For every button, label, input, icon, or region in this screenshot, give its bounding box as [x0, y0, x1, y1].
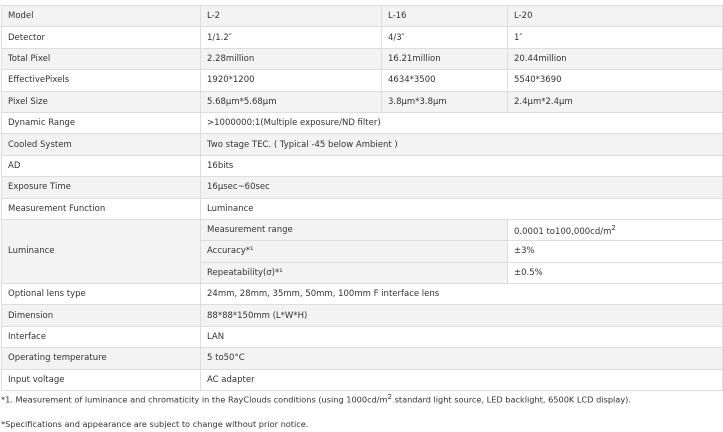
- row-value: AC adapter: [201, 369, 723, 390]
- cell-l16: 4/3″: [382, 27, 508, 48]
- row-label: Cooled System: [2, 134, 201, 155]
- table-row: [2, 91, 723, 112]
- luminance-item-value: 0.0001 $to100,000cd/m^2$: [508, 219, 723, 240]
- row-label: Exposure Time: [2, 177, 201, 198]
- cell-l2: 1920*1200: [201, 70, 382, 91]
- cell-l20: 5540*3690: [508, 70, 723, 91]
- header-cell: L-16: [382, 6, 508, 27]
- row-label: Detector: [2, 27, 201, 48]
- cell-l20: 2.4μm*2.4μm: [508, 91, 723, 112]
- cell-l20: 1″: [508, 27, 723, 48]
- row-label: Measurement Function: [2, 198, 201, 219]
- cell-l20: 20.44million: [508, 48, 723, 69]
- table-row: [2, 198, 723, 219]
- luminance-item-value: ±3%: [508, 241, 723, 262]
- table-row: [2, 134, 723, 155]
- luminance-item-name: Measurement range: [201, 219, 508, 240]
- footnote-2: *Specifications and appearance are subject to change without prior notice.: [1, 418, 309, 429]
- cell-l16: 4634*3500: [382, 70, 508, 91]
- luminance-item-name: Repeatability(σ)*¹: [201, 262, 508, 283]
- spec-table: [1, 5, 723, 391]
- row-label: AD: [2, 155, 201, 176]
- table-row: [2, 6, 723, 27]
- table-row: [2, 305, 723, 326]
- cell-l2: 1/1.2″: [201, 27, 382, 48]
- row-label: Operating temperature: [2, 348, 201, 369]
- row-value: LAN: [201, 326, 723, 347]
- footnotes: [1, 393, 723, 429]
- cell-l16: 3.8μm*3.8μm: [382, 91, 508, 112]
- luminance-item-value: ±0.5%: [508, 262, 723, 283]
- table-row: [2, 177, 723, 198]
- table-row: [2, 219, 723, 240]
- table-row: [2, 70, 723, 91]
- row-value: Two stage TEC. ( Typical -45 below Ambient ): [201, 134, 723, 155]
- header-cell: L-20: [508, 6, 723, 27]
- table-row: [2, 284, 723, 305]
- row-label: Input voltage: [2, 369, 201, 390]
- table-row: [2, 48, 723, 69]
- cell-l2: 2.28million: [201, 48, 382, 69]
- row-value: 16μsec~60sec: [201, 177, 723, 198]
- row-value: 5 to50°C: [201, 348, 723, 369]
- header-cell: L-2: [201, 6, 382, 27]
- table-row: [2, 112, 723, 133]
- row-value: Luminance: [201, 198, 723, 219]
- luminance-item-name: Accuracy*¹: [201, 241, 508, 262]
- row-value: 24mm, 28mm, 35mm, 50mm, 100mm F interface lens: [201, 284, 723, 305]
- table-row: [2, 326, 723, 347]
- table-row: [2, 369, 723, 390]
- cell-l2: 5.68μm*5.68μm: [201, 91, 382, 112]
- row-label: Dynamic Range: [2, 112, 201, 133]
- table-row: [2, 155, 723, 176]
- cell-l16: 16.21million: [382, 48, 508, 69]
- row-label: Pixel Size: [2, 91, 201, 112]
- row-value: 88*88*150mm (L*W*H): [201, 305, 723, 326]
- row-label: Dimension: [2, 305, 201, 326]
- row-label: Total Pixel: [2, 48, 201, 69]
- footnote-1: *1. Measurement of luminance and chromaticity in the RayClouds conditions (using $1000cd/m^2$ standard light source, LED backlight, 6500K LCD display).: [1, 393, 631, 405]
- row-value: >1000000:1(Multiple exposure/ND filter): [201, 112, 723, 133]
- row-label: EffectivePixels: [2, 70, 201, 91]
- row-label: Optional lens type: [2, 284, 201, 305]
- table-row: [2, 27, 723, 48]
- row-label: Interface: [2, 326, 201, 347]
- row-value: 16bits: [201, 155, 723, 176]
- header-cell: Model: [2, 6, 201, 27]
- table-row: [2, 348, 723, 369]
- luminance-label: Luminance: [2, 219, 201, 283]
